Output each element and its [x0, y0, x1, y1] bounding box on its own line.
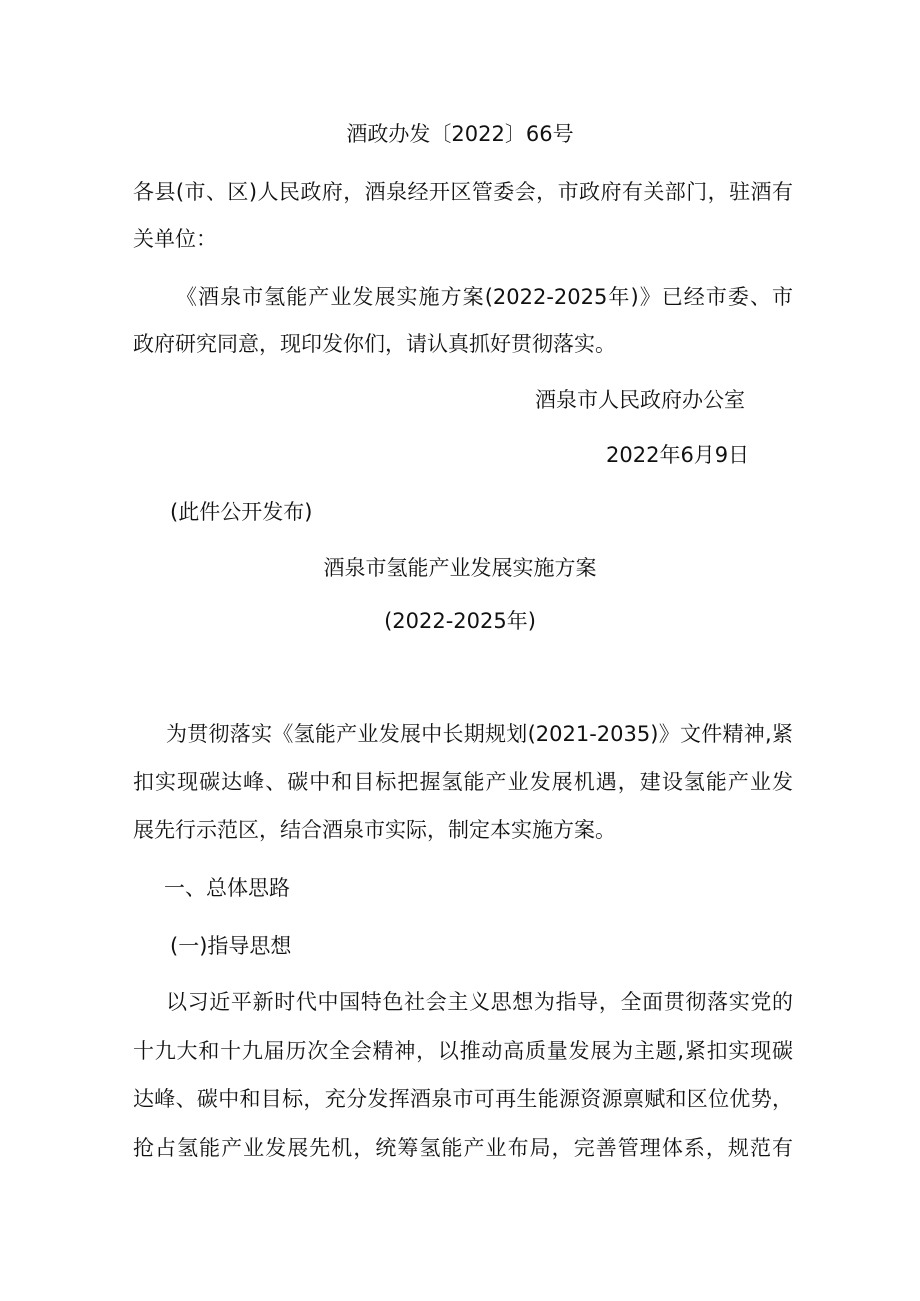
- recipients-line-1: 各县(市、区)人民政府，酒泉经开区管委会，市政府有关部门，驻酒有: [133, 180, 793, 204]
- subsection-1-heading: (一)指导思想: [170, 934, 292, 958]
- notice-line-1: 《酒泉市氢能产业发展实施方案(2022-2025年)》已经市委、市: [176, 285, 793, 309]
- recipients-line-2: 关单位：: [133, 227, 217, 251]
- intro-line-1: 为贯彻落实《氢能产业发展中长期规划(2021-2035)》文件精神,紧: [166, 722, 793, 746]
- issuer-name: 酒泉市人民政府办公室: [535, 388, 745, 412]
- plan-title: 酒泉市氢能产业发展实施方案: [323, 556, 597, 580]
- plan-years: (2022-2025年): [384, 609, 536, 633]
- guide-line-1: 以习近平新时代中国特色社会主义思想为指导，全面贯彻落实党的: [166, 990, 793, 1014]
- section-1-heading: 一、总体思路: [164, 876, 290, 900]
- intro-line-3: 展先行示范区，结合酒泉市实际，制定本实施方案。: [133, 818, 616, 842]
- guide-line-2: 十九大和十九届历次全会精神，以推动高质量发展为主题,紧扣实现碳: [133, 1039, 793, 1063]
- intro-line-2: 扣实现碳达峰、碳中和目标把握氢能产业发展机遇，建设氢能产业发: [133, 770, 793, 794]
- notice-line-2: 政府研究同意，现印发你们，请认真抓好贯彻落实。: [133, 332, 616, 356]
- doc-number: 酒政办发〔2022〕66号: [346, 122, 574, 146]
- guide-line-3: 达峰、碳中和目标，充分发挥酒泉市可再生能源资源禀赋和区位优势，: [133, 1087, 793, 1111]
- guide-line-4: 抢占氢能产业发展先机，统筹氢能产业布局，完善管理体系，规范有: [133, 1136, 793, 1160]
- publication-note: (此件公开发布): [170, 500, 313, 524]
- issue-date: 2022年6月9日: [606, 443, 750, 467]
